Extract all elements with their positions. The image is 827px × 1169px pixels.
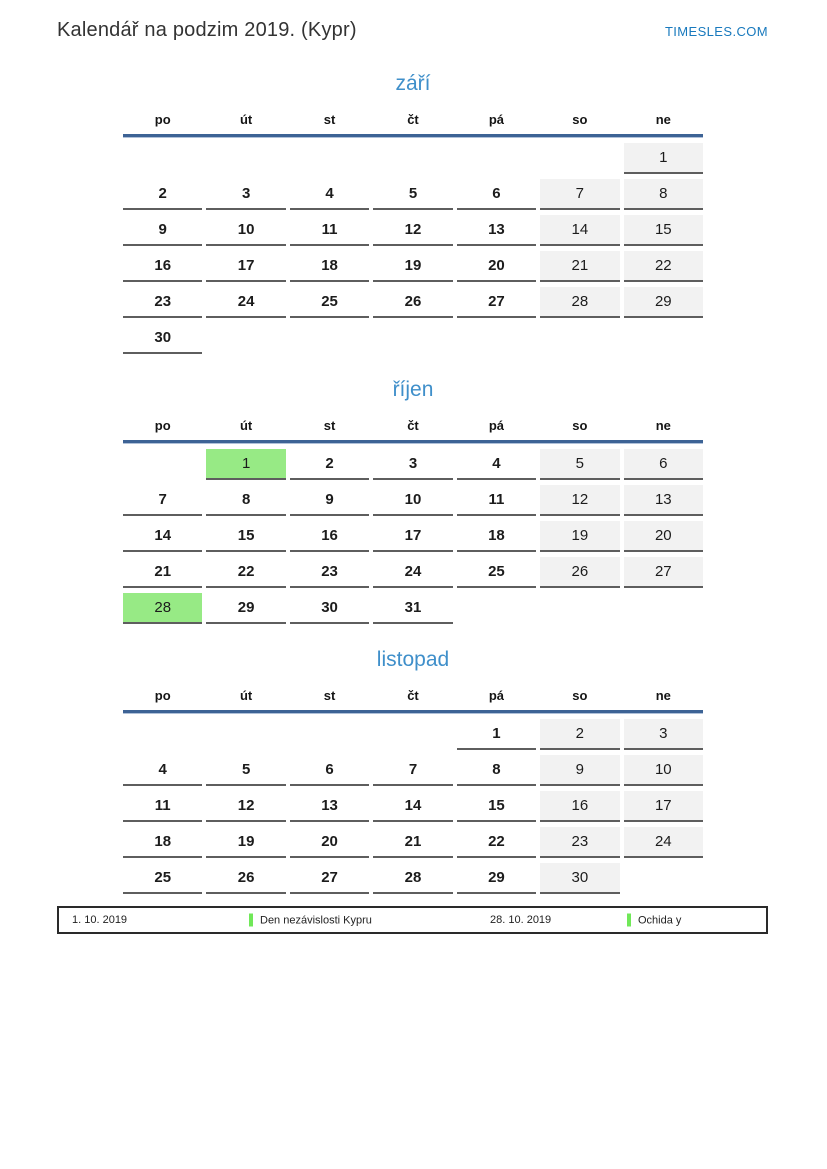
month-header-rule	[123, 440, 703, 444]
weekday-header: so	[572, 688, 588, 703]
day-cell: 16	[123, 251, 202, 282]
day-cell: 10	[206, 215, 285, 246]
day-cell: 14	[123, 521, 202, 552]
day-cell: 15	[206, 521, 285, 552]
day-cell: 3	[206, 179, 285, 210]
weekday-header: po	[154, 418, 171, 433]
day-cell-weekend: 29	[624, 287, 703, 318]
day-cell: 22	[206, 557, 285, 588]
legend-item-1	[249, 914, 372, 927]
empty-cell	[123, 719, 202, 748]
weekday-header: čt	[407, 688, 419, 703]
day-cell: 24	[373, 557, 452, 588]
day-cell: 24	[206, 287, 285, 318]
day-cell: 6	[457, 179, 536, 210]
day-cell: 7	[373, 755, 452, 786]
day-cell: 3	[373, 449, 452, 480]
legend-label-2: Ochida y	[638, 914, 682, 927]
day-cell: 2	[123, 179, 202, 210]
day-cell-weekend: 22	[624, 251, 703, 282]
day-cell: 21	[373, 827, 452, 858]
empty-cell	[290, 143, 369, 172]
weekday-header: pá	[488, 688, 504, 703]
day-cell-weekend: 19	[540, 521, 619, 552]
day-cell: 4	[457, 449, 536, 480]
page-title: Kalendář na podzim 2019. (Kypr)	[57, 19, 357, 41]
legend-date-2: 28. 10. 2019	[490, 914, 552, 926]
legend-date-1: 1. 10. 2019	[72, 914, 128, 926]
empty-cell	[457, 593, 536, 622]
day-cell: 7	[123, 485, 202, 516]
day-cell: 23	[123, 287, 202, 318]
day-cell: 13	[457, 215, 536, 246]
day-cell: 25	[123, 863, 202, 894]
day-cell: 19	[373, 251, 452, 282]
day-cell-weekend: 27	[624, 557, 703, 588]
empty-cell	[206, 719, 285, 748]
weekday-header: st	[323, 418, 336, 433]
empty-cell	[290, 719, 369, 748]
day-cell-weekend: 23	[540, 827, 619, 858]
day-cell: 21	[123, 557, 202, 588]
day-cell: 4	[123, 755, 202, 786]
empty-cell	[624, 593, 703, 622]
day-cell: 30	[123, 323, 202, 354]
weekday-header: čt	[407, 418, 419, 433]
day-cell-weekend: 5	[540, 449, 619, 480]
day-cell-weekend: 26	[540, 557, 619, 588]
legend-label-1: Den nezávislosti Kypru	[260, 914, 372, 927]
day-cell: 27	[290, 863, 369, 894]
weekday-header: so	[572, 112, 588, 127]
day-cell-weekend: 7	[540, 179, 619, 210]
months-container	[123, 66, 703, 894]
day-cell: 22	[457, 827, 536, 858]
weekday-header: ne	[655, 688, 671, 703]
month-day-grid	[123, 449, 703, 624]
day-cell: 8	[457, 755, 536, 786]
empty-cell	[457, 143, 536, 172]
day-cell: 20	[457, 251, 536, 282]
empty-cell	[206, 323, 285, 352]
weekday-header: st	[323, 688, 336, 703]
weekday-header: ne	[655, 418, 671, 433]
day-cell: 18	[457, 521, 536, 552]
day-cell: 29	[457, 863, 536, 894]
day-cell-weekend: 3	[624, 719, 703, 750]
day-cell-weekend: 8	[624, 179, 703, 210]
day-cell-holiday: 1	[206, 449, 285, 480]
weekday-header: pá	[488, 418, 504, 433]
day-cell-weekend: 14	[540, 215, 619, 246]
day-cell: 13	[290, 791, 369, 822]
day-cell: 5	[206, 755, 285, 786]
empty-cell	[540, 143, 619, 172]
weekday-header: so	[572, 418, 588, 433]
day-cell-weekend: 20	[624, 521, 703, 552]
day-cell: 14	[373, 791, 452, 822]
day-cell: 17	[373, 521, 452, 552]
month-november	[123, 648, 703, 894]
day-cell-weekend: 21	[540, 251, 619, 282]
day-cell-weekend: 9	[540, 755, 619, 786]
holiday-legend	[57, 906, 768, 934]
month-header-rule	[123, 710, 703, 714]
month-september	[123, 72, 703, 354]
month-day-grid	[123, 143, 703, 354]
month-title: listopad	[376, 648, 450, 671]
weekday-header-row	[123, 686, 703, 708]
day-cell: 8	[206, 485, 285, 516]
day-cell: 15	[457, 791, 536, 822]
day-cell: 29	[206, 593, 285, 624]
empty-cell	[540, 323, 619, 352]
day-cell: 11	[290, 215, 369, 246]
weekday-header: po	[154, 112, 171, 127]
day-cell: 11	[123, 791, 202, 822]
day-cell-weekend: 10	[624, 755, 703, 786]
day-cell: 9	[123, 215, 202, 246]
day-cell: 31	[373, 593, 452, 624]
empty-cell	[624, 863, 703, 892]
empty-cell	[290, 323, 369, 352]
day-cell: 18	[123, 827, 202, 858]
day-cell-weekend: 24	[624, 827, 703, 858]
day-cell: 23	[290, 557, 369, 588]
empty-cell	[373, 323, 452, 352]
day-cell: 10	[373, 485, 452, 516]
empty-cell	[457, 323, 536, 352]
empty-cell	[123, 143, 202, 172]
weekday-header-row	[123, 416, 703, 438]
weekday-header: út	[239, 418, 253, 433]
day-cell: 12	[206, 791, 285, 822]
day-cell: 1	[457, 719, 536, 750]
month-day-grid	[123, 719, 703, 894]
day-cell-weekend: 28	[540, 287, 619, 318]
day-cell: 20	[290, 827, 369, 858]
weekday-header: čt	[407, 112, 419, 127]
weekday-header: út	[239, 112, 253, 127]
day-cell: 26	[206, 863, 285, 894]
month-header-rule	[123, 134, 703, 138]
day-cell: 9	[290, 485, 369, 516]
empty-cell	[373, 143, 452, 172]
day-cell-weekend: 2	[540, 719, 619, 750]
day-cell: 27	[457, 287, 536, 318]
legend-color-bar-icon	[627, 914, 631, 927]
day-cell: 16	[290, 521, 369, 552]
day-cell: 30	[290, 593, 369, 624]
day-cell: 18	[290, 251, 369, 282]
day-cell: 4	[290, 179, 369, 210]
month-title: říjen	[392, 378, 434, 401]
weekday-header: pá	[488, 112, 504, 127]
day-cell-weekend: 17	[624, 791, 703, 822]
day-cell-weekend: 15	[624, 215, 703, 246]
brand-link[interactable]: TIMESLES.COM	[664, 24, 768, 39]
empty-cell	[624, 323, 703, 352]
day-cell: 26	[373, 287, 452, 318]
day-cell: 25	[457, 557, 536, 588]
day-cell-weekend: 6	[624, 449, 703, 480]
day-cell: 25	[290, 287, 369, 318]
day-cell-weekend: 16	[540, 791, 619, 822]
weekday-header: po	[154, 688, 171, 703]
day-cell-weekend: 13	[624, 485, 703, 516]
weekday-header: ne	[655, 112, 671, 127]
day-cell-weekend: 12	[540, 485, 619, 516]
day-cell: 2	[290, 449, 369, 480]
weekday-header: út	[239, 688, 253, 703]
month-october	[123, 378, 703, 624]
empty-cell	[123, 449, 202, 478]
empty-cell	[206, 143, 285, 172]
weekday-header-row	[123, 110, 703, 132]
day-cell: 6	[290, 755, 369, 786]
day-cell-weekend: 1	[624, 143, 703, 174]
day-cell-holiday: 28	[123, 593, 202, 624]
month-title: září	[395, 72, 431, 95]
empty-cell	[540, 593, 619, 622]
weekday-header: st	[323, 112, 336, 127]
legend-color-bar-icon	[249, 914, 253, 927]
day-cell: 5	[373, 179, 452, 210]
day-cell: 12	[373, 215, 452, 246]
day-cell: 19	[206, 827, 285, 858]
legend-item-2	[627, 914, 681, 927]
day-cell-weekend: 30	[540, 863, 619, 894]
day-cell: 17	[206, 251, 285, 282]
day-cell: 28	[373, 863, 452, 894]
empty-cell	[373, 719, 452, 748]
day-cell: 11	[457, 485, 536, 516]
